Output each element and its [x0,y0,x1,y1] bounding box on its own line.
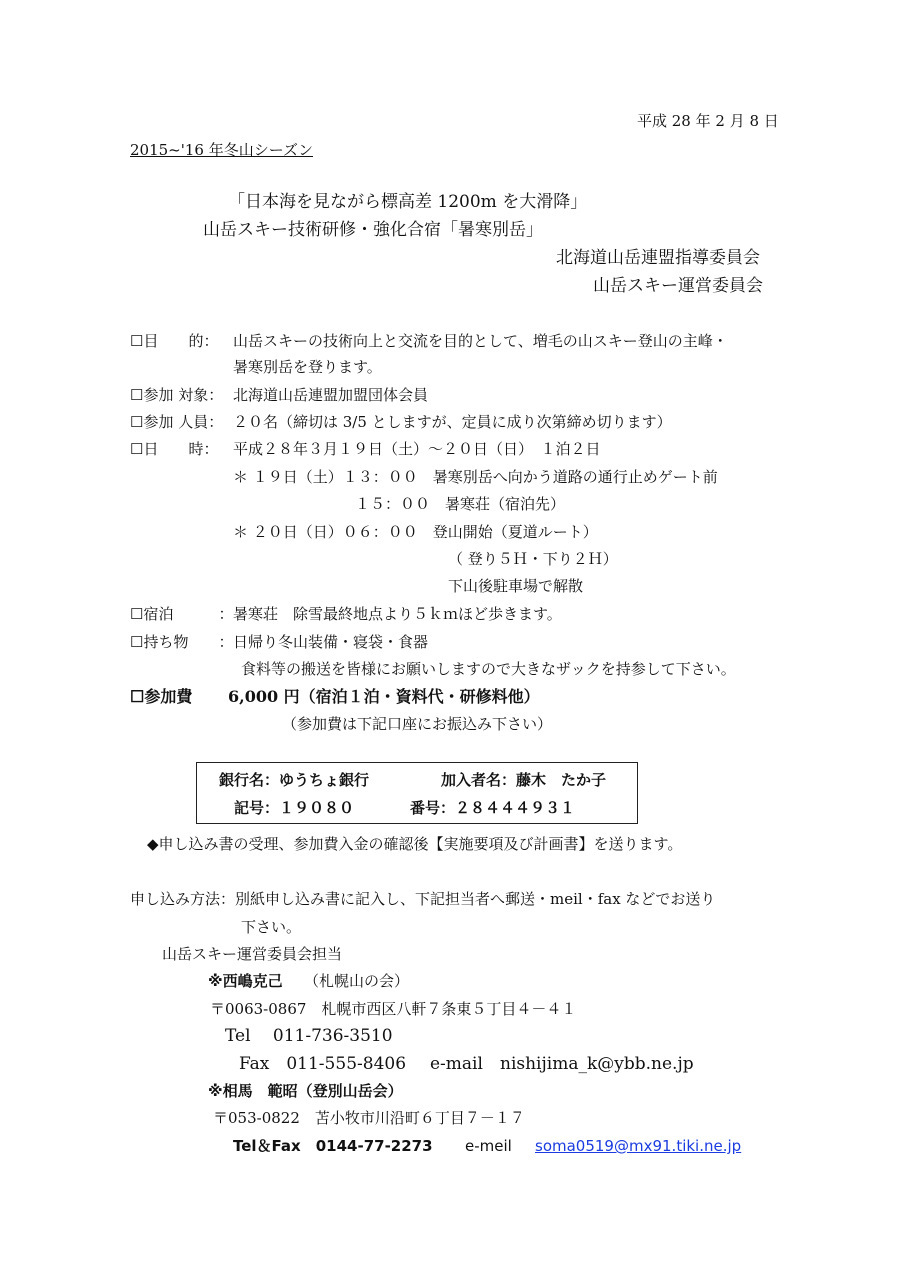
contact2-email-link[interactable]: soma0519@mx91.tiki.ne.jp [535,1137,742,1155]
document-date: 平成 28 年 2 月 8 日 [637,112,779,130]
season-label: 2015~'16 年冬山シーズン [130,141,313,159]
schedule-line-2: １５：００ 暑寒荘（宿泊先） [355,495,566,513]
contact1-name: ※西嶋克己 [208,972,283,990]
committee-contact-heading: 山岳スキー運営委員会担当 [162,945,343,963]
account-holder: 加入者名：藤木 たか子 [441,771,607,789]
contact2-telfax: Tel＆Fax 0144-77-2273 [233,1137,433,1155]
schedule-line-1: ＊ １９日（土）１３：００ 暑寒別岳へ向かう道路の通行止めゲート前 [233,468,718,486]
contact1-tel: Tel 011-736-3510 [225,1026,393,1046]
purpose-line-1: 山岳スキーの技術向上と交流を目的として、増毛の山スキー登山の主峰・ [233,332,728,350]
contact2-email-label: e-meil [465,1137,512,1155]
organizer-2: 山岳スキー運営委員会 [593,276,763,296]
fee-value: 6,000 円（宿泊１泊・資料代・研修料他） [228,687,540,706]
contact1-email-label: e-mail [430,1054,483,1074]
target-label: ☐参加 対象： [130,386,224,404]
people-value: ２０名（締切は 3/5 としますが、定員に成り次第締め切ります） [233,413,672,431]
title-line-1: 「日本海を見ながら標高差 1200m を大滑降」 [228,192,588,212]
apply-method: 申し込み方法：別紙申し込み書に記入し、下記担当者へ郵送・meil・fax などでお送り [130,890,716,908]
date-value: 平成２８年３月１９日（土）～２０日（日） １泊２日 [233,440,601,458]
fee-label: ☐参加費 [130,687,193,706]
date-label: ☐日 時： [130,440,219,458]
lodging-label: ☐宿泊 ： [130,605,234,623]
contact2-address: 〒053-0822 苫小牧市川沿町６丁目７－１７ [213,1109,525,1127]
people-label: ☐参加 人員： [130,413,224,431]
schedule-line-3: ＊ ２０日（日）０６：００ 登山開始（夏道ルート） [233,523,598,541]
account-code: 記号：１９０８０ [234,799,355,817]
contact1-address: 〒0063-0867 札幌市西区八軒７条東５丁目４－４１ [210,1000,577,1018]
organizer-1: 北海道山岳連盟指導委員会 [556,248,760,268]
fee-note: （参加費は下記口座にお振込み下さい） [282,715,553,733]
contact1-email: nishijima_k@ybb.ne.jp [500,1054,694,1074]
apply-method-line-2: 下さい。 [241,918,302,936]
bank-name: 銀行名：ゆうちょ銀行 [219,771,370,789]
contact1-club: （札幌山の会） [304,972,410,990]
target-value: 北海道山岳連盟加盟団体会員 [233,386,429,404]
purpose-line-2: 暑寒別岳を登ります。 [233,358,382,376]
gear-note: 食料等の搬送を皆様にお願いしますので大きなザックを持参して下さい。 [241,660,736,678]
gear-value: 日帰り冬山装備・寝袋・食器 [233,633,429,651]
schedule-line-5: 下山後駐車場で解散 [448,577,584,595]
notice: ◆申し込み書の受理、参加費入金の確認後【実施要項及び計画書】を送ります。 [147,835,683,853]
contact1-fax: Fax 011-555-8406 [239,1054,407,1074]
title-line-2: 山岳スキー技術研修・強化合宿「暑寒別岳」 [203,220,543,240]
schedule-line-4: （ 登り５Ｈ・下り２Ｈ） [448,550,618,568]
lodging-value: 暑寒荘 除雪最終地点より５ｋｍほど歩きます。 [233,605,562,623]
account-number: 番号：２８４４４９３１ [410,799,576,817]
purpose-label: ☐目 的： [130,332,219,350]
gear-label: ☐持ち物 ： [130,633,234,651]
contact2-name: ※相馬 範昭（登別山岳会） [208,1082,403,1100]
